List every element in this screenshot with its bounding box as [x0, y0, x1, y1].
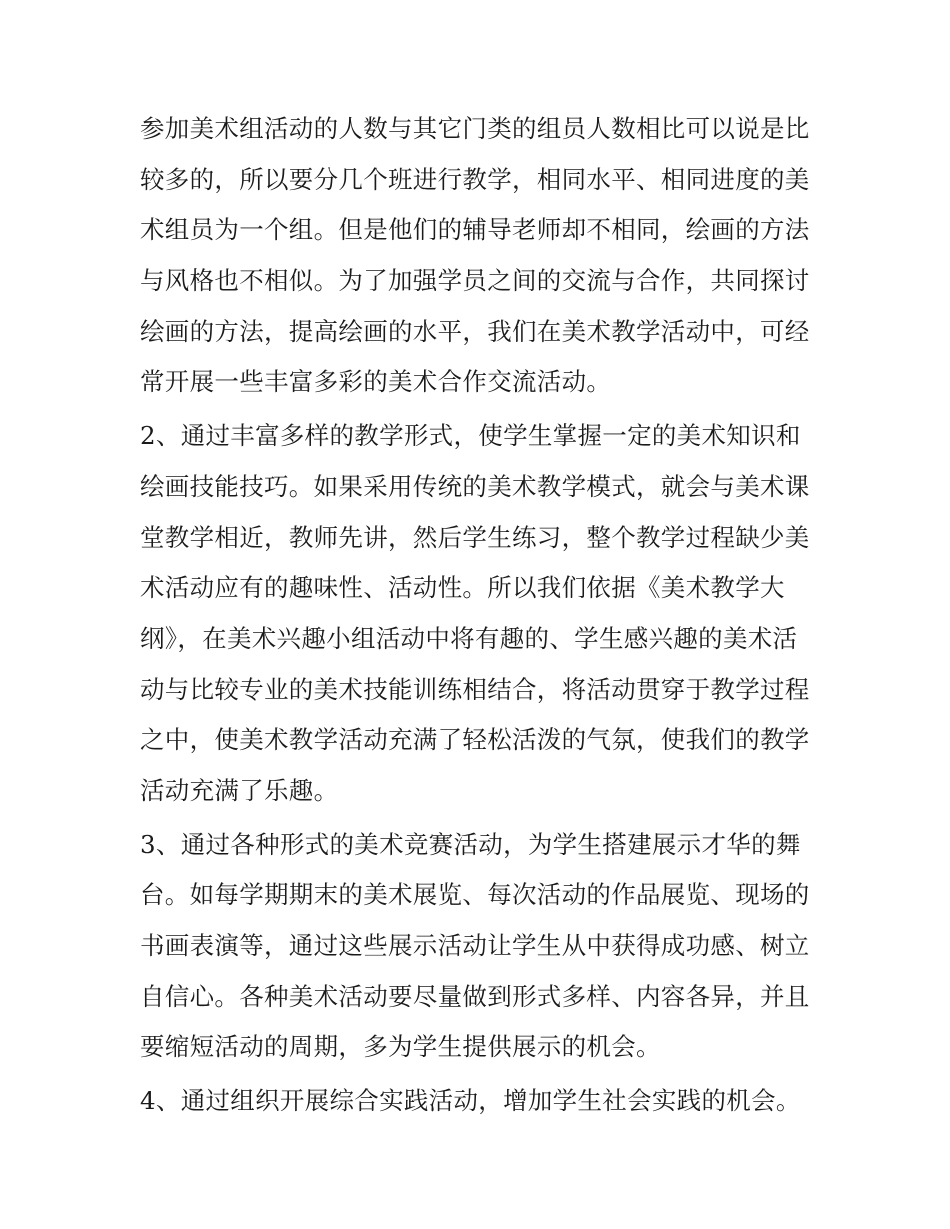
- text-line: 术活动应有的趣味性、活动性。所以我们依据《美术教学大: [140, 573, 785, 603]
- text-line: 2、通过丰富多样的教学形式，使学生掌握一定的美术知识和: [140, 421, 801, 451]
- text-line: 之中，使美术教学活动充满了轻松活泼的气氛，使我们的教学: [140, 725, 810, 755]
- text-line: 书画表演等，通过这些展示活动让学生从中获得成功感、树立: [140, 931, 810, 960]
- paragraph-1: [140, 104, 820, 408]
- text-line: 与风格也不相似。为了加强学员之间的交流与合作，共同探讨: [140, 266, 810, 296]
- text-line: 参加美术组活动的人数与其它门类的组员人数相比可以说是比: [140, 114, 810, 143]
- text-line: 术组员为一个组。但是他们的辅导老师却不相同，绘画的方法: [140, 215, 810, 245]
- text-line: 较多的，所以要分几个班进行教学，相同水平、相同进度的美: [140, 164, 810, 194]
- text-line: 4、通过组织开展综合实践活动，增加学生社会实践的机会。: [140, 1086, 801, 1116]
- text-line: 纲》，在美术兴趣小组活动中将有趣的、学生感兴趣的美术活: [140, 623, 798, 653]
- text-line: 常开展一些丰富多彩的美术合作交流活动。: [140, 367, 612, 397]
- text-line: 活动充满了乐趣。: [140, 775, 339, 805]
- text-line: 自信心。各种美术活动要尽量做到形式多样、内容各异，并且: [140, 981, 810, 1011]
- text-line: 堂教学相近，教师先讲，然后学生练习，整个教学过程缺少美: [140, 522, 810, 552]
- document-body: [140, 104, 820, 1127]
- text-line: 动与比较专业的美术技能训练相结合，将活动贯穿于教学过程: [140, 674, 810, 704]
- paragraph-4: [140, 1076, 820, 1127]
- text-line: 要缩短活动的周期，多为学生提供展示的机会。: [140, 1032, 661, 1062]
- paragraph-3: [140, 820, 820, 1073]
- text-line: 3、通过各种形式的美术竞赛活动，为学生搭建展示才华的舞: [140, 829, 801, 859]
- text-line: 台。如每学期期末的美术展览、每次活动的作品展览、现场的: [140, 880, 810, 910]
- text-line: 绘画技能技巧。如果采用传统的美术教学模式，就会与美术课: [140, 471, 810, 501]
- text-line: 绘画的方法，提高绘画的水平，我们在美术教学活动中，可经: [140, 316, 810, 346]
- paragraph-2: [140, 411, 820, 817]
